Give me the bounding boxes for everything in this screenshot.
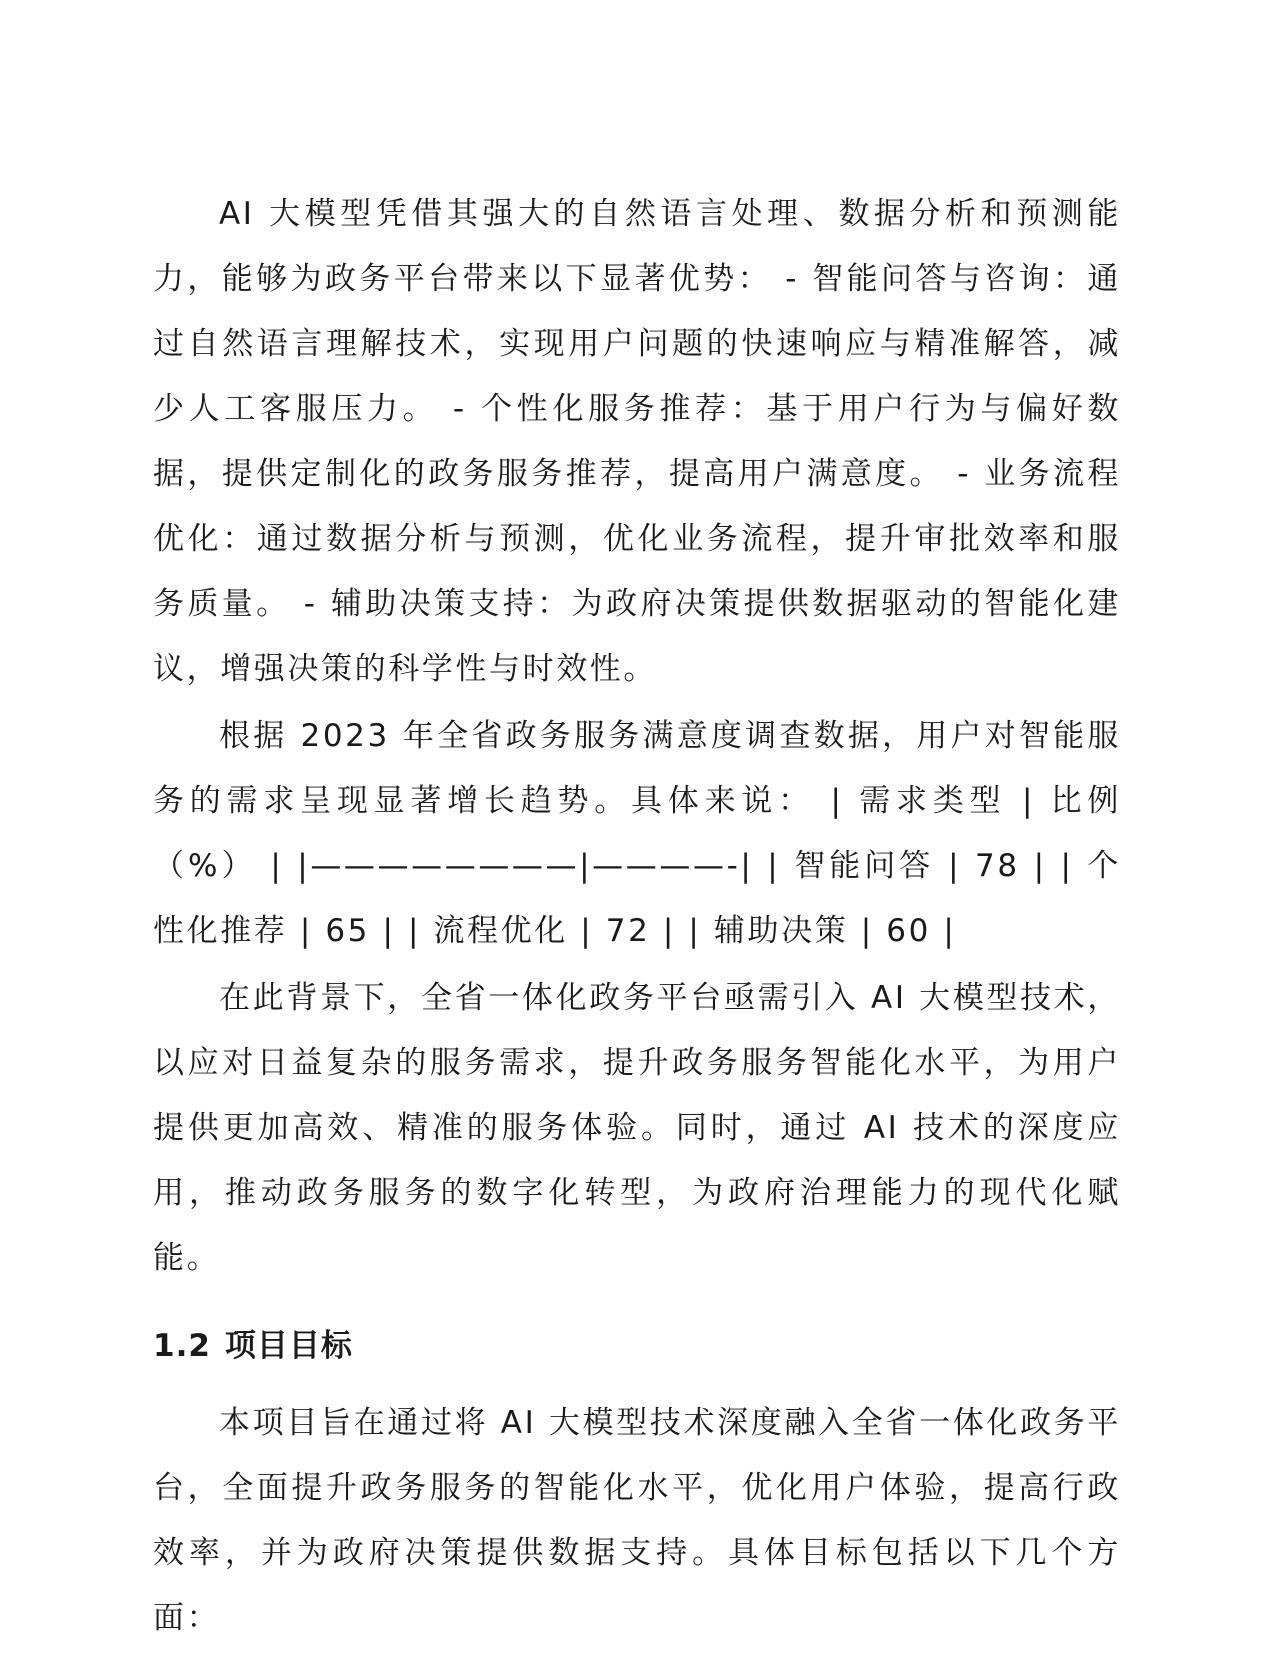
section-heading (153, 1311, 1121, 1381)
section-title: 项目目标 (224, 1328, 353, 1364)
paragraph-ai-advantages: AI 大模型凭借其强大的自然语言处理、数据分析和预测能力，能够为政务平台带来以下显著优势： - 智能问答与咨询：通过自然语言理解技术，实现用户问题的快速响应与精准解答，减少人工客服压力。 - 个性化服务推荐：基于用户行为与偏好数据，提供定制化的政务服务推荐，提高用户满意度。 - 业务流程优化：通过数据分析与预测，优化业务流程，提升审批效率和服务质量。 - 辅助决策支持：为政府决策提供数据驱动的智能化建议，增强决策的科学性与时效性。 (153, 196, 1121, 687)
document-body (153, 182, 1121, 1653)
paragraph-survey-data: 根据 2023 年全省政务服务满意度调查数据，用户对智能服务的需求呈现显著增长趋势。具体来说： | 需求类型 | 比例（%） | |————————|————-| | 智能问答 | 78 | | 个性化推荐 | 65 | | 流程优化 | 72 | | 辅助决策 | 60 | (153, 718, 1121, 949)
paragraph-project-goals: 本项目旨在通过将 AI 大模型技术深度融入全省一体化政务平台，全面提升政务服务的智能化水平，优化用户体验，提高行政效率，并为政府决策提供数据支持。具体目标包括以下几个方面： (153, 1405, 1121, 1636)
paragraph-background: 在此背景下，全省一体化政务平台亟需引入 AI 大模型技术，以应对日益复杂的服务需求，提升政务服务智能化水平，为用户提供更加高效、精准的服务体验。同时，通过 AI 技术的深度应用，推动政务服务的数字化转型，为政府治理能力的现代化赋能。 (153, 980, 1121, 1276)
section-number: 1.2 (153, 1328, 211, 1364)
